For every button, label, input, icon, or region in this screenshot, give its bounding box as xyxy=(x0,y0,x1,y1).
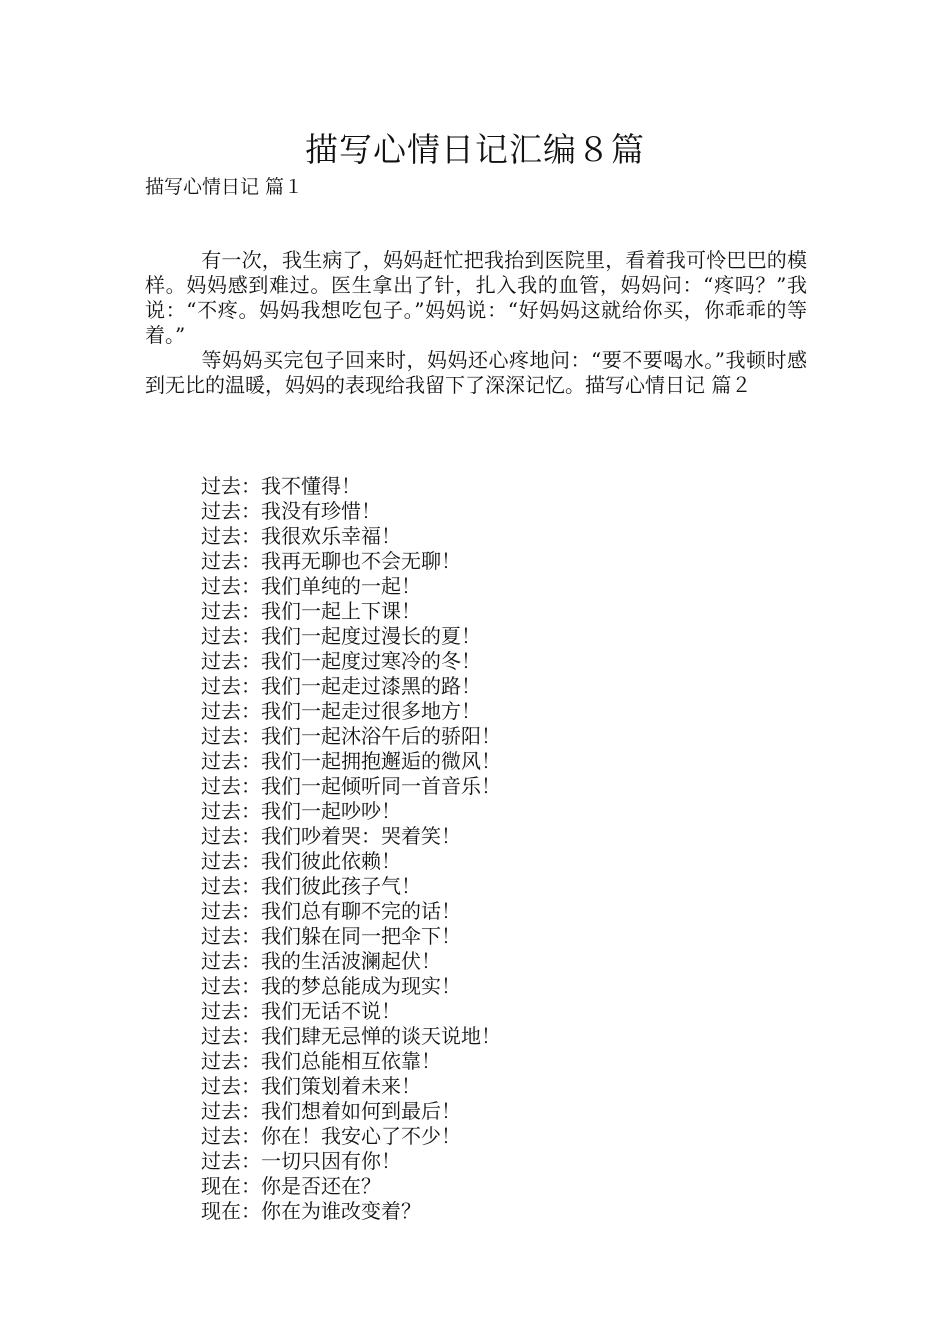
diary-line: 现在：你在为谁改变着？ xyxy=(201,1199,421,1223)
diary-line: 过去：我们一起吵吵！ xyxy=(201,799,401,823)
diary-line: 现在：你是否还在？ xyxy=(201,1174,381,1198)
diary-line: 过去：我再无聊也不会无聊！ xyxy=(201,549,461,573)
diary-line: 过去：我们一起沐浴午后的骄阳！ xyxy=(201,724,501,748)
diary-line: 过去：我们肆无忌惮的谈天说地！ xyxy=(201,1024,501,1048)
diary-line: 过去：一切只因有你！ xyxy=(201,1149,401,1173)
diary-line: 过去：我们总有聊不完的话！ xyxy=(201,899,461,923)
paragraph xyxy=(145,348,807,398)
diary-line: 过去：我的梦总能成为现实！ xyxy=(201,974,461,998)
diary-line: 过去：我们一起上下课！ xyxy=(201,599,421,623)
section-heading: 描写心情日记 篇１ xyxy=(145,176,304,198)
diary-line: 过去：我们躲在同一把伞下！ xyxy=(201,924,461,948)
paragraph-text: 等妈妈买完包子回来时，妈妈还心疼地问：“要不要喝水。”我顿时感到无比的温暖，妈妈的表现给我留下了深深记忆。描写心情日记 篇２ xyxy=(145,348,807,397)
paragraph-text: 有一次，我生病了，妈妈赶忙把我抬到医院里，看着我可怜巴巴的模样。妈妈感到难过。医生拿出了针，扎入我的血管，妈妈问：“疼吗？”我说：“不疼。妈妈我想吃包子。”妈妈说：“好妈妈这就给你买，你乖乖的等着。” xyxy=(145,248,807,347)
diary-line: 过去：我的生活波澜起伏！ xyxy=(201,949,441,973)
diary-line: 过去：我们一起走过漆黑的路！ xyxy=(201,674,481,698)
diary-line: 过去：我们一起拥抱邂逅的微风！ xyxy=(201,749,501,773)
diary-line: 过去：我们一起度过寒冷的冬！ xyxy=(201,649,481,673)
diary-line: 过去：我们一起度过漫长的夏！ xyxy=(201,624,481,648)
diary-line: 过去：我没有珍惜！ xyxy=(201,499,381,523)
diary-line: 过去：我们彼此依赖！ xyxy=(201,849,401,873)
document-title: 描写心情日记汇编８篇 xyxy=(305,130,645,169)
diary-line: 过去：我不懂得！ xyxy=(201,474,361,498)
diary-line: 过去：我们想着如何到最后！ xyxy=(201,1099,461,1123)
diary-line: 过去：我们一起倾听同一首音乐！ xyxy=(201,774,501,798)
diary-line: 过去：我很欢乐幸福！ xyxy=(201,524,401,548)
diary-line: 过去：我们单纯的一起！ xyxy=(201,574,421,598)
diary-line: 过去：我们无话不说！ xyxy=(201,999,401,1023)
diary-line: 过去：我们策划着未来！ xyxy=(201,1074,421,1098)
diary-line: 过去：我们一起走过很多地方！ xyxy=(201,699,481,723)
diary-line: 过去：我们总能相互依靠！ xyxy=(201,1049,441,1073)
paragraph xyxy=(145,248,807,348)
diary-line-list xyxy=(201,474,501,1224)
diary-line: 过去：我们彼此孩子气！ xyxy=(201,874,421,898)
diary-line: 过去：你在！我安心了不少！ xyxy=(201,1124,461,1148)
diary-line: 过去：我们吵着哭：哭着笑！ xyxy=(201,824,461,848)
